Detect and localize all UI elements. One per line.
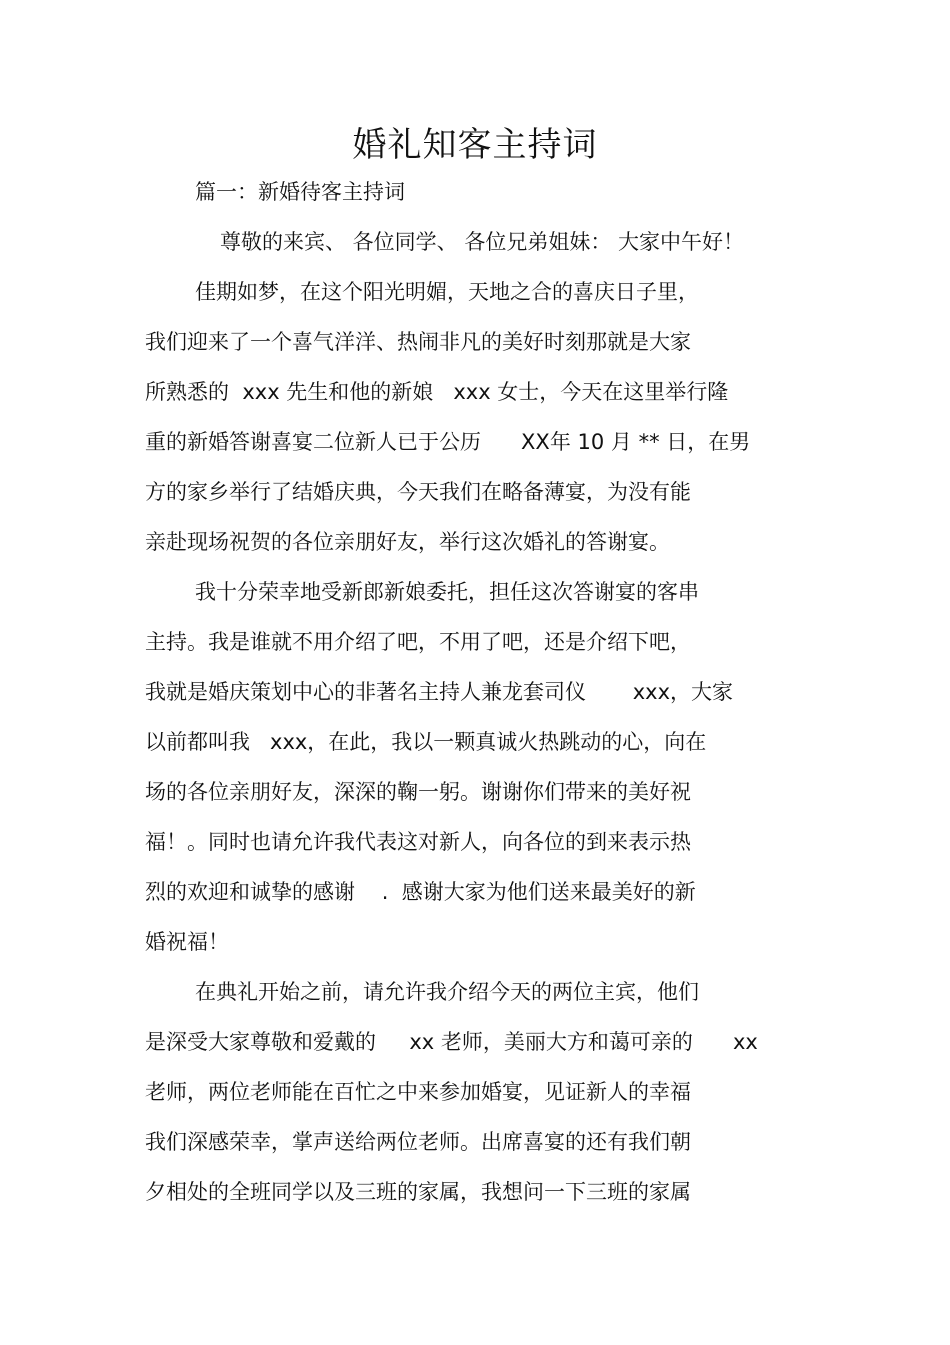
text-line: 场的各位亲朋好友，深深的鞠一躬。谢谢你们带来的美好祝 bbox=[145, 780, 691, 804]
section-heading: 篇一：新婚待客主持词 bbox=[195, 180, 405, 204]
text-line: 在典礼开始之前，请允许我介绍今天的两位主宾，他们 bbox=[195, 980, 699, 1004]
text-line: 夕相处的全班同学以及三班的家属，我想问一下三班的家属 bbox=[145, 1180, 691, 1204]
text-line: 我十分荣幸地受新郎新娘委托，担任这次答谢宴的客串 bbox=[195, 580, 699, 604]
text-line: 我们迎来了一个喜气洋洋、热闹非凡的美好时刻那就是大家 bbox=[145, 330, 691, 354]
text-line: 我就是婚庆策划中心的非著名主持人兼龙套司仪 xxx，大家 bbox=[145, 680, 734, 704]
text-line: 主持。我是谁就不用介绍了吧，不用了吧，还是介绍下吧， bbox=[145, 630, 691, 654]
document-title: 婚礼知客主持词 bbox=[352, 125, 598, 165]
text-line: 重的新婚答谢喜宴二位新人已于公历 XX年 10 月 ** 日，在男 bbox=[145, 430, 751, 454]
text-line: 老师，两位老师能在百忙之中来参加婚宴，见证新人的幸福 bbox=[145, 1080, 691, 1104]
text-line: 婚祝福！ bbox=[145, 930, 229, 954]
text-line: 方的家乡举行了结婚庆典，今天我们在略备薄宴，为没有能 bbox=[145, 480, 691, 504]
text-line: 所熟悉的 xxx 先生和他的新娘 xxx 女士，今天在这里举行隆 bbox=[145, 380, 729, 404]
text-line: 亲赴现场祝贺的各位亲朋好友，举行这次婚礼的答谢宴。 bbox=[145, 530, 670, 554]
text-line: 佳期如梦，在这个阳光明媚，天地之合的喜庆日子里， bbox=[195, 280, 699, 304]
text-line: 是深受大家尊敬和爱戴的 xx 老师，美丽大方和蔼可亲的 xx bbox=[145, 1030, 758, 1054]
text-line: 我们深感荣幸，掌声送给两位老师。出席喜宴的还有我们朝 bbox=[145, 1130, 691, 1154]
text-line: 以前都叫我 xxx，在此，我以一颗真诚火热跳动的心，向在 bbox=[145, 730, 707, 754]
text-line: 福！。同时也请允许我代表这对新人，向各位的到来表示热 bbox=[145, 830, 691, 854]
text-line: 烈的欢迎和诚挚的感谢 . 感谢大家为他们送来最美好的新 bbox=[145, 880, 696, 904]
text-line: 尊敬的来宾、 各位同学、 各位兄弟姐妹： 大家中午好！ bbox=[220, 230, 745, 254]
